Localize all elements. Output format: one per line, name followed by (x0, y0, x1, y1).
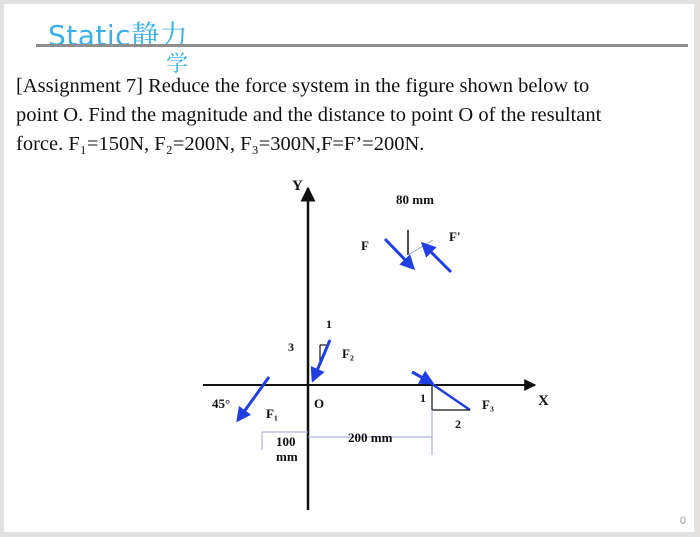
origin-label: O (314, 396, 325, 411)
f2-slope-run-label: 1 (326, 317, 332, 331)
couple-spacing-label: 80 mm (396, 192, 434, 207)
page-number: 0 (679, 515, 686, 527)
problem-line-3: force. F₁=150N, F₂=200N, F₃=300N,F=F’=200N. (16, 133, 425, 155)
x-axis-label: X (538, 393, 549, 409)
header-title: Static静力 (48, 19, 189, 52)
force-F1-label: F₁ (266, 406, 278, 421)
y-axis-label: Y (292, 178, 303, 194)
force-Fprime-arrow (423, 244, 451, 272)
f1-angle-label: 45° (212, 396, 231, 411)
problem-line-1: [Assignment 7] Reduce the force system in the figure shown below to (16, 75, 590, 97)
f2-slope-rise-label: 3 (288, 340, 294, 354)
force-F2-label: F₂ (342, 346, 354, 361)
f1-distance-value: 100 (276, 434, 296, 449)
force-Fprime-label: F' (449, 229, 461, 244)
force-F1-arrow (238, 377, 269, 420)
f3-slope-run-label: 1 (420, 391, 426, 405)
force-F-label: F (361, 238, 369, 253)
force-F3-arrow (412, 372, 432, 383)
f3-slope-rise-label: 2 (455, 417, 461, 431)
header-title-overflow-glyph: 学 (166, 52, 189, 77)
force-F2-arrow (313, 340, 330, 380)
problem-line-2: point O. Find the magnitude and the distance to point O of the resultant (16, 104, 602, 126)
f1-distance-unit: mm (276, 449, 298, 464)
force-F3-label: F₃ (482, 397, 494, 412)
f3-distance-label: 200 mm (348, 430, 393, 445)
couple-perp-link (408, 240, 433, 255)
f3-line-of-action (432, 384, 470, 410)
force-F-arrow (385, 239, 413, 268)
